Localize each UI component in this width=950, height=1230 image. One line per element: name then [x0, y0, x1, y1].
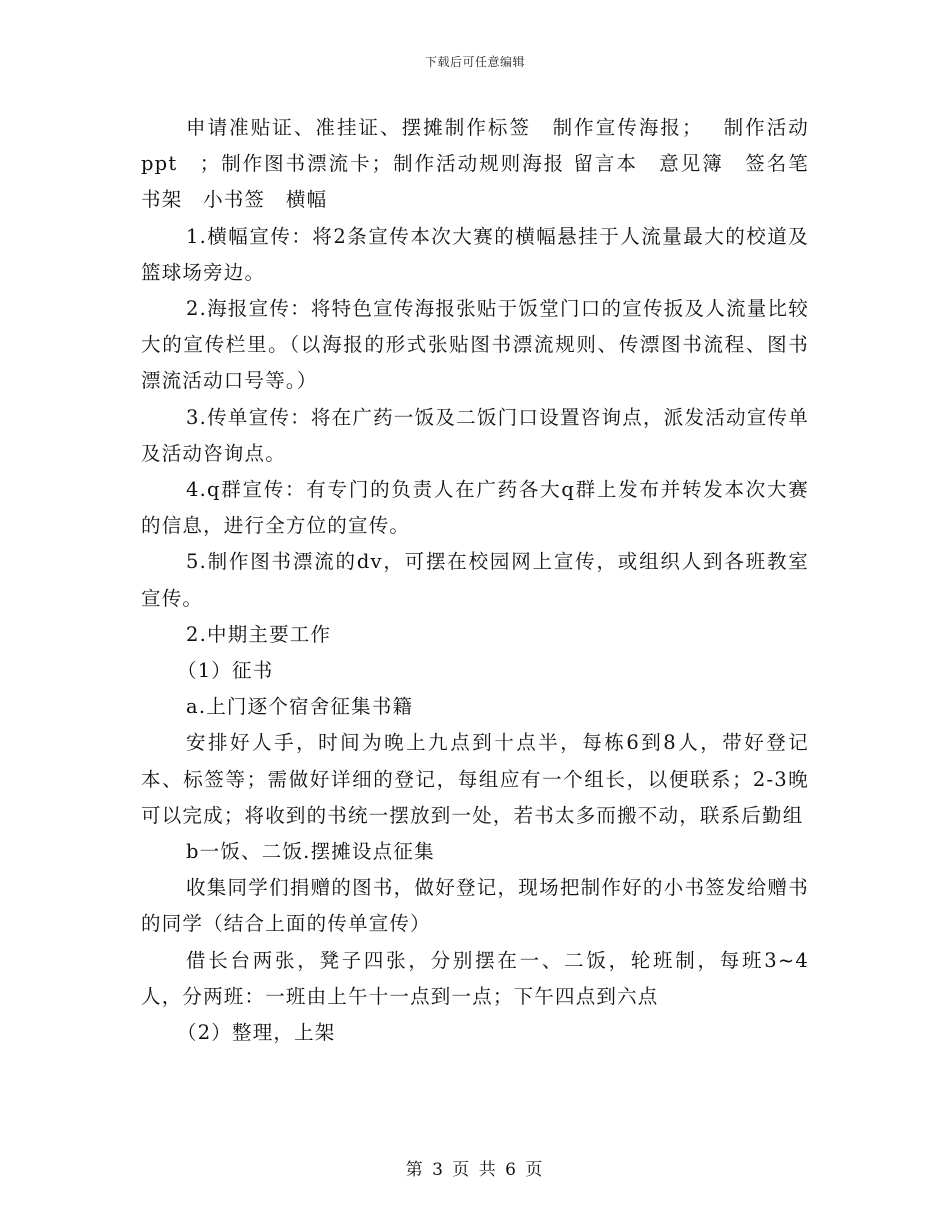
page-footer: 第 3 页 共 6 页: [405, 1160, 545, 1180]
subsection-heading-shelve: （2）整理，上架: [177, 1021, 336, 1045]
paragraph-materials: 申请准贴证、准挂证、摆摊制作标签 制作宣传海报； 制作活动ppt ；制作图书漂流卡；制作活动规则海报 留言本 意见簿 签名笔 书架 小书签 横幅: [141, 116, 830, 212]
paragraph-stall-collect: 收集同学们捐赠的图书，做好登记，现场把制作好的小书签发给赠书的同学（结合上面的传单宣传）: [141, 876, 809, 936]
subsection-heading-collect: （1）征书: [177, 659, 274, 683]
paragraph-stall-schedule: 借长台两张，凳子四张，分别摆在一、二饭，轮班制，每班3~4人，分两班：一班由上午十一点到一点；下午四点到六点: [141, 948, 809, 1008]
item-heading-dorm: a.上门逐个宿舍征集书籍: [186, 695, 414, 719]
paragraph-flyer: 3.传单宣传：将在广药一饭及二饭门口设置咨询点，派发活动宣传单及活动咨询点。: [141, 405, 809, 465]
document-body: [141, 110, 830, 1051]
paragraph-dv: 5.制作图书漂流的dv，可摆在校园网上宣传，或组织人到各班教室宣传。: [141, 550, 809, 610]
paragraph-poster: 2.海报宣传：将特色宣传海报张贴于饭堂门口的宣传扳及人流量比较大的宣传栏里。（以海报的形式张贴图书漂流规则、传漂图书流程、图书漂流活动口号等。）: [141, 297, 809, 393]
paragraph-banner: 1.横幅宣传：将2条宣传本次大赛的横幅悬挂于人流量最大的校道及篮球场旁边。: [141, 224, 809, 284]
item-heading-stall: b一饭、二饭.摆摊设点征集: [186, 840, 435, 864]
page-header: 下载后可任意编辑: [424, 55, 525, 69]
paragraph-qq-group: 4.q群宣传：有专门的负责人在广药各大q群上发布并转发本次大赛的信息，进行全方位的宣传。: [141, 478, 809, 538]
section-heading-midterm: 2.中期主要工作: [186, 622, 332, 646]
paragraph-dorm-details: 安排好人手，时间为晚上九点到十点半，每栋6到8人，带好登记本、标签等；需做好详细的登记，每组应有一个组长，以便联系；2-3晚可以完成；将收到的书统一摆放到一处，若书太多而搬不动，联系后勤组: [141, 731, 809, 827]
